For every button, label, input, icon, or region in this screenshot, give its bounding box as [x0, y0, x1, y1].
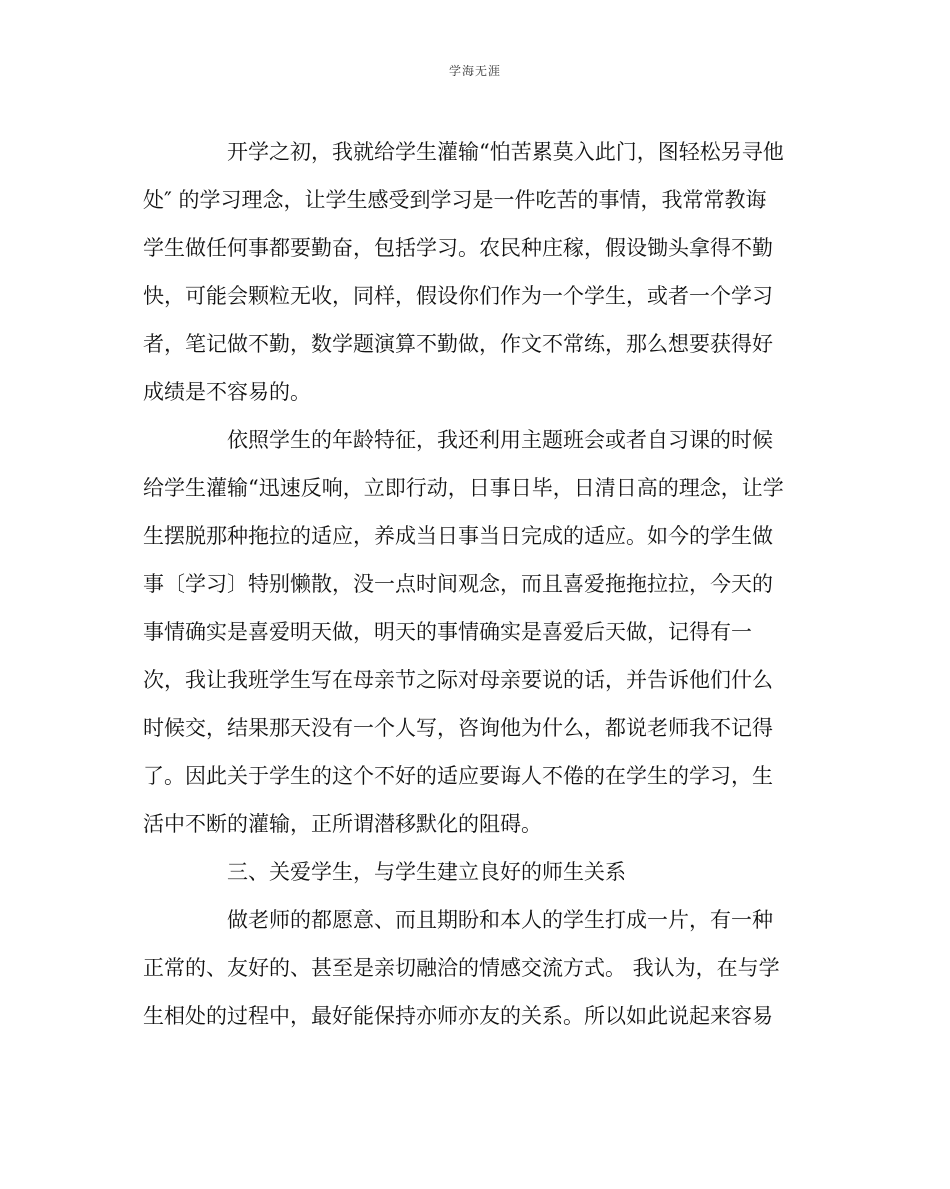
text-line: 了。因此关于学生的这个不好的适应要诲人不倦的在学生的学习，生: [143, 764, 773, 788]
text-line: 生摆脱那种拖拉的适应，养成当日事当日完成的适应。如今的学生做: [143, 524, 773, 548]
text-line: 快，可能会颗粒无收，同样，假设你们作为一个学生，或者一个学习: [143, 284, 773, 308]
text-line: 给学生灌输“迅速反响，立即行动，日事日毕，日清日高的理念，让学: [143, 476, 784, 500]
text-line: 者，笔记做不勤，数学题演算不勤做，作文不常练，那么想要获得好: [143, 332, 773, 356]
text-line: 依照学生的年龄特征，我还利用主题班会或者自习课的时候: [227, 428, 773, 452]
text-line: 正常的、友好的、甚至是亲切融洽的情感交流方式。 我认为，在与学: [143, 956, 780, 980]
text-line: 时候交，结果那天没有一个人写，咨询他为什么，都说老师我不记得: [143, 716, 773, 740]
text-line: 做老师的都愿意、而且期盼和本人的学生打成一片，有一种: [227, 908, 773, 932]
page-header: 学海无涯: [448, 64, 501, 78]
text-line: 次，我让我班学生写在母亲节之际对母亲要说的话，并告诉他们什么: [143, 668, 773, 692]
text-line: 生相处的过程中，最好能保持亦师亦友的关系。所以如此说起来容易: [143, 1004, 773, 1028]
text-line: 学生做任何事都要勤奋，包括学习。农民种庄稼，假设锄头拿得不勤: [143, 236, 773, 260]
text-line: 三、关爱学生，与学生建立良好的师生关系: [227, 860, 626, 884]
text-line: 事〔学习〕特别懒散，没一点时间观念，而且喜爱拖拖拉拉，今天的: [143, 572, 773, 596]
text-line: 成绩是不容易的。: [143, 380, 311, 404]
text-line: 活中不断的灌输，正所谓潜移默化的阻碍。: [143, 812, 542, 836]
text-line: 处″ 的学习理念，让学生感受到学习是一件吃苦的事情，我常常教诲: [143, 188, 767, 212]
text-line: 开学之初，我就给学生灌输“怕苦累莫入此门，图轻松另寻他: [227, 140, 784, 164]
document-body: [143, 128, 808, 1040]
text-line: 事情确实是喜爱明天做，明天的事情确实是喜爱后天做，记得有一: [143, 620, 752, 644]
